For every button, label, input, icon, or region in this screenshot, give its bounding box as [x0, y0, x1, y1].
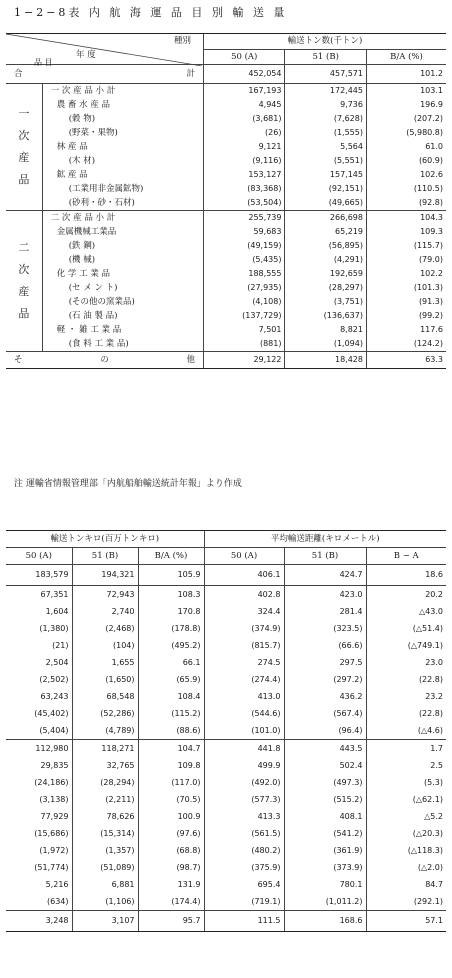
cell: 108.4	[138, 688, 204, 705]
cell: (3,138)	[39, 794, 69, 804]
cell: 194,321	[72, 565, 138, 586]
row-label: 化 学 工 業 品	[42, 267, 203, 281]
table-row	[6, 295, 446, 309]
cell: (2,468)	[72, 620, 138, 637]
cell-a: 188,555	[203, 267, 285, 281]
cell-r: 63.3	[366, 352, 446, 369]
cell: 695.4	[204, 876, 284, 893]
cell-r: 61.0	[366, 140, 446, 154]
cell: 423.0	[284, 586, 366, 604]
cell: 2.5	[366, 757, 446, 774]
cell-r: (5,980.8)	[366, 126, 446, 140]
table-row	[6, 84, 446, 99]
table-row	[6, 757, 446, 774]
cell-r: 196.9	[366, 98, 446, 112]
cell: 413.3	[204, 808, 284, 825]
cell-b: 18,428	[285, 352, 367, 369]
cell: (567.4)	[284, 705, 366, 722]
cell-a: 59,683	[203, 225, 285, 239]
cell-r: 109.3	[366, 225, 446, 239]
cell-r: (99.2)	[366, 309, 446, 323]
cell-r: (124.2)	[366, 337, 446, 352]
cell: 780.1	[284, 876, 366, 893]
cell: 297.5	[284, 654, 366, 671]
row-label: 林 産 品	[42, 140, 203, 154]
cell: (515.2)	[284, 791, 366, 808]
table-row	[6, 126, 446, 140]
cell: (544.6)	[204, 705, 284, 722]
row-label: (機 械)	[42, 253, 203, 267]
cell: 109.8	[138, 757, 204, 774]
table-row	[6, 791, 446, 808]
cell: 105.9	[138, 565, 204, 586]
cell: (815.7)	[204, 637, 284, 654]
cell-b: 65,219	[285, 225, 367, 239]
table-row	[6, 603, 446, 620]
cell: (373.9)	[284, 859, 366, 876]
cell: 131.9	[138, 876, 204, 893]
cell: (374.9)	[204, 620, 284, 637]
cell: (1,357)	[72, 842, 138, 859]
cell-a: (137,729)	[203, 309, 285, 323]
table-row	[6, 671, 446, 688]
cell: (51,774)	[34, 862, 69, 872]
table-row	[6, 842, 446, 859]
cell: (495.2)	[138, 637, 204, 654]
tonnage-table-body	[6, 65, 446, 369]
cell: (174.4)	[138, 893, 204, 911]
row-label: (食 料 工 業 品)	[42, 337, 203, 352]
header-group: 輸送トン数(千トン)	[203, 34, 446, 50]
tonnage-table	[6, 33, 446, 369]
table-row	[6, 352, 446, 369]
cell: (△118.3)	[366, 842, 446, 859]
cell: (88.6)	[138, 722, 204, 740]
row-label: (木 材)	[42, 154, 203, 168]
table-row	[6, 65, 446, 84]
table-row	[6, 211, 446, 226]
table-row	[6, 876, 446, 893]
cell: 170.8	[138, 603, 204, 620]
cell: 20.2	[366, 586, 446, 604]
cell: (52,286)	[72, 705, 138, 722]
cell: (541.2)	[284, 825, 366, 842]
table-row	[6, 337, 446, 352]
cell-a: (83,368)	[203, 182, 285, 196]
row-label: 二 次 産 品 小 計	[42, 211, 203, 226]
category-primary: 一 次 産 品	[6, 84, 42, 211]
cell: 32,765	[72, 757, 138, 774]
cell-r: 102.6	[366, 168, 446, 182]
cell: 72,943	[72, 586, 138, 604]
cell: (719.1)	[204, 893, 284, 911]
category-secondary: 二 次 産 品	[6, 211, 42, 352]
cell: 23.0	[366, 654, 446, 671]
cell-r: 104.3	[366, 211, 446, 226]
header-col-ratio: B/A (%)	[366, 49, 446, 65]
header-a2: 50 (A)	[204, 548, 284, 565]
cell-b: (1,555)	[285, 126, 367, 140]
row-label: そ の 他	[6, 352, 203, 369]
cell: 95.7	[138, 911, 204, 932]
source-note: 注 運輸省情報管理部「内航船舶輸送統計年報」より作成	[14, 479, 242, 489]
cell: (68.8)	[138, 842, 204, 859]
cell: 57.1	[366, 911, 446, 932]
cell-a: 29,122	[203, 352, 285, 369]
row-label: (工業用非金属鉱物)	[42, 182, 203, 196]
table-row	[6, 239, 446, 253]
cell-r: (207.2)	[366, 112, 446, 126]
header-hinmoku: 品 目	[34, 58, 53, 67]
cell: 67,351	[40, 589, 69, 599]
cell-a: 9,121	[203, 140, 285, 154]
cell-b: (7,628)	[285, 112, 367, 126]
cell: 78,626	[72, 808, 138, 825]
cell: 274.5	[204, 654, 284, 671]
row-label: (セ メ ン ト)	[42, 281, 203, 295]
row-label: 一 次 産 品 小 計	[42, 84, 203, 99]
cell: 168.6	[284, 911, 366, 932]
row-label: (野菜・果物)	[42, 126, 203, 140]
cell: 108.3	[138, 586, 204, 604]
table-row	[6, 637, 446, 654]
cell: 502.4	[284, 757, 366, 774]
cell: 5,216	[45, 879, 69, 889]
cell: (△2.0)	[366, 859, 446, 876]
cell-b: 9,736	[285, 98, 367, 112]
row-label: 合 計	[6, 65, 203, 84]
header-shubetsu: 種別	[173, 36, 191, 46]
cell: (634)	[6, 893, 72, 911]
cell: 23.2	[366, 688, 446, 705]
cell-a: (9,116)	[203, 154, 285, 168]
cell: (101.0)	[204, 722, 284, 740]
cell: 118,271	[72, 740, 138, 758]
row-label: (その他の窯業品)	[42, 295, 203, 309]
cell: (492.0)	[204, 774, 284, 791]
table-row	[6, 859, 446, 876]
cell: 111.5	[204, 911, 284, 932]
cell-a: 153,127	[203, 168, 285, 182]
header-tonkm: 輸送トンキロ(百万トンキロ)	[6, 531, 204, 548]
cell: (497.3)	[284, 774, 366, 791]
cell-b: 266,698	[285, 211, 367, 226]
row-label: (穀 物)	[42, 112, 203, 126]
table-row	[6, 565, 446, 586]
cell: (480.2)	[204, 842, 284, 859]
cell-b: (1,094)	[285, 337, 367, 352]
cell-a: 452,054	[203, 65, 285, 84]
cell: 406.1	[204, 565, 284, 586]
cell-r: 101.2	[366, 65, 446, 84]
cell-r: (79.0)	[366, 253, 446, 267]
tonkm-table-body	[6, 565, 446, 932]
cell: (1,380)	[39, 623, 69, 633]
cell: 84.7	[366, 876, 446, 893]
cell: (361.9)	[284, 842, 366, 859]
cell-b: (28,297)	[285, 281, 367, 295]
cell: 281.4	[284, 603, 366, 620]
header-b1: 51 (B)	[72, 548, 138, 565]
cell-b: (136,637)	[285, 309, 367, 323]
cell: 443.5	[284, 740, 366, 758]
cell: 68,548	[72, 688, 138, 705]
cell: 424.7	[284, 565, 366, 586]
cell: 112,980	[35, 743, 69, 753]
cell: 6,881	[72, 876, 138, 893]
cell: 402.8	[204, 586, 284, 604]
table-row	[6, 281, 446, 295]
cell: (96.4)	[284, 722, 366, 740]
cell-a: 167,193	[203, 84, 285, 99]
table-row	[6, 893, 446, 911]
cell: (65.9)	[138, 671, 204, 688]
cell: 499.9	[204, 757, 284, 774]
cell-r: 103.1	[366, 84, 446, 99]
cell: 100.9	[138, 808, 204, 825]
cell: (178.8)	[138, 620, 204, 637]
cell-b: 5,564	[285, 140, 367, 154]
table-row	[6, 688, 446, 705]
cell: (△4.6)	[366, 722, 446, 740]
cell-b: (3,751)	[285, 295, 367, 309]
cell-b: 157,145	[285, 168, 367, 182]
cell: (24,186)	[34, 777, 69, 787]
cell: (1,972)	[39, 845, 69, 855]
cell: (22.8)	[366, 671, 446, 688]
table-row	[6, 154, 446, 168]
cell: (△749.1)	[366, 637, 446, 654]
cell-b: 8,821	[285, 323, 367, 337]
cell: (△20.3)	[366, 825, 446, 842]
cell: (323.5)	[284, 620, 366, 637]
table-row	[6, 168, 446, 182]
cell: (22.8)	[366, 705, 446, 722]
cell: (5,404)	[6, 722, 72, 740]
cell-a: (53,504)	[203, 196, 285, 211]
cell: (1,106)	[72, 893, 138, 911]
table-row	[6, 267, 446, 281]
cell: (5.3)	[366, 774, 446, 791]
cell-a: (3,681)	[203, 112, 285, 126]
header-a1: 50 (A)	[6, 548, 72, 565]
table-row	[6, 722, 446, 740]
cell: 66.1	[138, 654, 204, 671]
table-row	[6, 323, 446, 337]
cell: 408.1	[284, 808, 366, 825]
cell-a: (49,159)	[203, 239, 285, 253]
cell-b: 192,659	[285, 267, 367, 281]
header-d2: B − A	[366, 548, 446, 565]
table-row	[6, 774, 446, 791]
header-corner	[6, 34, 203, 65]
table-row	[6, 586, 446, 604]
table-row	[6, 654, 446, 671]
table-row	[6, 253, 446, 267]
cell: 1,604	[45, 606, 69, 616]
cell: (375.9)	[204, 859, 284, 876]
cell: (21)	[52, 640, 69, 650]
table-row	[6, 196, 446, 211]
cell: (1,650)	[72, 671, 138, 688]
cell: (15,686)	[34, 828, 69, 838]
cell-b: 457,571	[285, 65, 367, 84]
cell: 441.8	[204, 740, 284, 758]
cell: (98.7)	[138, 859, 204, 876]
cell-r: (92.8)	[366, 196, 446, 211]
cell: (292.1)	[366, 893, 446, 911]
cell: (577.3)	[204, 791, 284, 808]
row-label: (石 油 製 品)	[42, 309, 203, 323]
cell: (45,402)	[34, 708, 69, 718]
table-row	[6, 825, 446, 842]
cell-r: 102.2	[366, 267, 446, 281]
tonkm-distance-table	[6, 530, 446, 932]
cell: (2,211)	[72, 791, 138, 808]
cell-b: (56,895)	[285, 239, 367, 253]
cell-a: 4,945	[203, 98, 285, 112]
cell-b: (92,151)	[285, 182, 367, 196]
header-col-b: 51 (B)	[285, 49, 367, 65]
cell: 77,929	[40, 811, 69, 821]
cell-a: (881)	[203, 337, 285, 352]
cell: 18.6	[366, 565, 446, 586]
cell: 2,740	[72, 603, 138, 620]
cell: 29,835	[40, 760, 69, 770]
cell-b: (5,551)	[285, 154, 367, 168]
row-label: (鉄 鋼)	[42, 239, 203, 253]
cell: (4,789)	[72, 722, 138, 740]
table-row	[6, 808, 446, 825]
table-row	[6, 182, 446, 196]
header-b2: 51 (B)	[284, 548, 366, 565]
header-nendo: 年 度	[76, 50, 96, 60]
cell-b: 172,445	[285, 84, 367, 99]
cell: △43.0	[366, 603, 446, 620]
cell: 1,655	[72, 654, 138, 671]
cell: 104.7	[138, 740, 204, 758]
cell: (115.2)	[138, 705, 204, 722]
cell-a: (5,435)	[203, 253, 285, 267]
cell: (15,314)	[72, 825, 138, 842]
cell-b: (49,665)	[285, 196, 367, 211]
row-label: 軽 ・ 雑 工 業 品	[42, 323, 203, 337]
header-col-a: 50 (A)	[203, 49, 285, 65]
cell: (274.4)	[204, 671, 284, 688]
table-row	[6, 98, 446, 112]
cell: (297.2)	[284, 671, 366, 688]
cell-r: 117.6	[366, 323, 446, 337]
row-label: 農 畜 水 産 品	[42, 98, 203, 112]
cell-r: (60.9)	[366, 154, 446, 168]
cell: 3,248	[6, 911, 72, 932]
cell-r: (91.3)	[366, 295, 446, 309]
cell: (△51.4)	[366, 620, 446, 637]
cell: 63,243	[40, 691, 69, 701]
cell: 436.2	[284, 688, 366, 705]
cell-a: 255,739	[203, 211, 285, 226]
cell-a: (26)	[203, 126, 285, 140]
cell-r: (115.7)	[366, 239, 446, 253]
table-row	[6, 225, 446, 239]
cell: (51,089)	[72, 859, 138, 876]
cell-a: 7,501	[203, 323, 285, 337]
cell-r: (110.5)	[366, 182, 446, 196]
cell: 413.0	[204, 688, 284, 705]
cell: (104)	[72, 637, 138, 654]
row-label: 鉱 産 品	[42, 168, 203, 182]
cell-r: (101.3)	[366, 281, 446, 295]
row-label: 金属機械工業品	[42, 225, 203, 239]
table-row	[6, 112, 446, 126]
cell: △5.2	[366, 808, 446, 825]
cell-b: (4,291)	[285, 253, 367, 267]
cell: (66.6)	[284, 637, 366, 654]
cell-a: (27,935)	[203, 281, 285, 295]
cell: (117.0)	[138, 774, 204, 791]
table-row	[6, 309, 446, 323]
table-row	[6, 705, 446, 722]
table-title: 1−2−8表 内 航 海 運 品 目 別 輸 送 量	[14, 6, 288, 19]
cell-a: (4,108)	[203, 295, 285, 309]
cell: 183,579	[6, 565, 72, 586]
cell: (2,502)	[39, 674, 69, 684]
cell: (△62.1)	[366, 791, 446, 808]
cell: (70.5)	[138, 791, 204, 808]
table-row	[6, 140, 446, 154]
table-row	[6, 740, 446, 758]
cell: 2,504	[45, 657, 69, 667]
table-row	[6, 911, 446, 932]
header-distance: 平均輸送距離(キロメートル)	[204, 531, 446, 548]
cell: 1.7	[366, 740, 446, 758]
cell: (97.6)	[138, 825, 204, 842]
cell: (28,294)	[72, 774, 138, 791]
cell: 3,107	[72, 911, 138, 932]
table-row	[6, 620, 446, 637]
header-r1: B/A (%)	[138, 548, 204, 565]
cell: (1,011.2)	[284, 893, 366, 911]
row-label: (砂利・砂・石材)	[42, 196, 203, 211]
cell: 324.4	[204, 603, 284, 620]
cell: (561.5)	[204, 825, 284, 842]
